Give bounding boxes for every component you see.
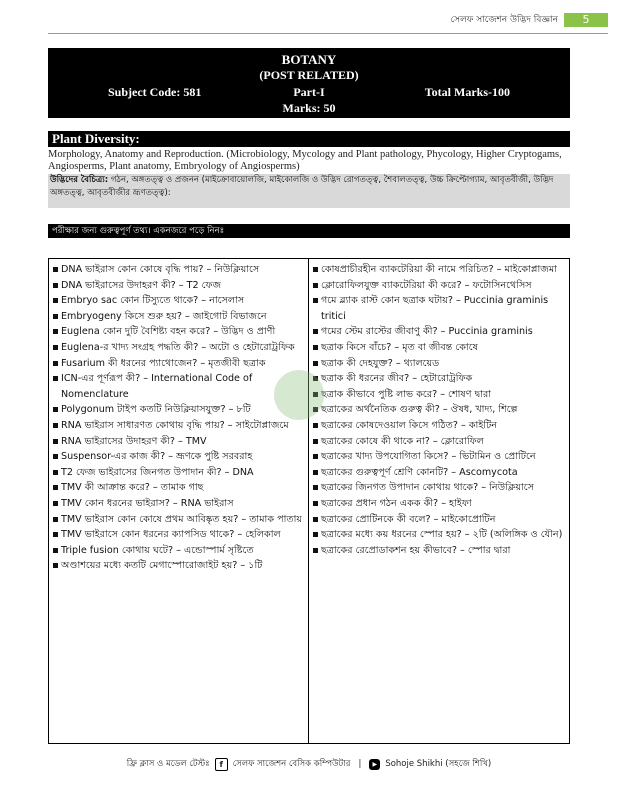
important-note: পরীক্ষার জন্য গুরুত্বপূর্ণ তথ্য। একনজরে পড়ে নিনঃ [48,224,570,238]
bangla-label: উদ্ভিদের বৈচিত্র্য: [50,175,109,185]
page-header [450,12,608,27]
qa-item: ছত্রাকের রেপ্রোডাকশন হয় কীভাবে? – স্পোর দ্বারা [313,543,565,559]
qa-table [48,258,570,744]
subject-title: BOTANY [281,52,337,67]
qa-item: ছত্রাকের অর্থনৈতিক গুরুত্ব কী? – ঔষধ, খাদ্য, শিল্পে [313,402,565,418]
header-divider [48,33,608,34]
subject-banner [48,48,570,118]
qa-item: T2 ফেজ ভাইরাসের জিনগত উপাদান কী? – DNA [53,465,304,481]
qa-item: ছত্রাক কী দেহযুক্ত? – থ্যালয়েড [313,356,565,372]
qa-item: Polygonum টাইপ কতটি নিউক্লিয়াসযুক্ত? – ৮টি [53,402,304,418]
qa-item: TMV ভাইরাসে কোন ধরনের ক্যাপসিড থাকে? – হেলিকাল [53,527,304,543]
right-column [309,259,569,743]
qa-item: ছত্রাকের কোষে কী থাকে না? – ক্লোরোফিল [313,434,565,450]
footer [0,757,618,771]
facebook-icon: f [215,758,228,771]
qa-item: ছত্রাকের জিনগত উপাদান কোথায় থাকে? – নিউক্লিয়াসে [313,480,565,496]
qa-item: ছত্রাক কিসে বাঁচে? – মৃত বা জীবন্ত কোষে [313,340,565,356]
qa-item: ছত্রাকের গুরুত্বপূর্ণ শ্রেণি কোনটি? – Ascomycota [313,465,565,481]
footer-label: ফ্রি ক্লাস ও মডেল টেস্টঃ [126,759,210,769]
header-title: সেলফ সাজেশন উদ্ভিদ বিজ্ঞান [450,15,558,25]
qa-item: ছত্রাকের মধ্যে কয় ধরনের স্পোর হয়? – ২টি (অলিঙ্গিক ও যৌন) [313,527,565,543]
qa-item: ICN-এর পূর্ণরূপ কী? – International Code of Nomenclature [53,371,304,402]
part-label: Part-I [293,85,325,99]
qa-item: Embryo sac কোন টিস্যুতে থাকে? – নাসেলাস [53,293,304,309]
bangla-description-block [48,174,570,208]
qa-item: ছত্রাকের প্রধান গঠন একক কী? – হাইফা [313,496,565,512]
qa-item: ছত্রাকের প্রোটিনকে কী বলে? – মাইকোপ্রোটিন [313,512,565,528]
total-marks: Total Marks-100 [424,85,510,99]
qa-item: অণ্ডাশয়ের মধ্যে কতটি মেগাস্পোরোজাইট হয়? – ১টি [53,558,304,574]
qa-item: DNA ভাইরাসের উদাহরণ কী? – T2 ফেজ [53,278,304,294]
qa-item: গমে ব্ল্যাক রাস্ট কোন ছত্রাক ঘটায়? – Puccinia graminis tritici [313,293,565,324]
qa-item: ছত্রাক কীভাবে পুষ্টি লাভ করে? – শোষণ দ্বারা [313,387,565,403]
bangla-description: গঠন, অঙ্গতত্ত্ব ও প্রজনন (মাইক্রোবায়োলজি, মাইকোলজি ও উদ্ভিদ রোগতত্ত্ব, শৈবালতত্ত্ব, উচ্চ ক্রিপ্টোগ্যাম, আবৃতবীজী, উদ্ভিদ অঙ্গতত্ত্ব, আবৃতবীজীর ভ্রূণতত্ত্ব): [50,175,554,198]
footer-separator: | [358,759,362,769]
qa-item: DNA ভাইরাস কোন কোষে বৃদ্ধি পায়? – নিউক্লিয়াসে [53,262,304,278]
qa-item: গমের স্টেম রাস্টের জীবাণু কী? – Puccinia graminis [313,324,565,340]
subject-subtitle: (POST RELATED) [259,68,359,82]
footer-youtube-text: Sohoje Shikhi (সহজে শিখি) [385,759,492,769]
section-title: Plant Diversity: [48,131,570,147]
youtube-icon: ▶ [369,759,380,770]
english-description: Morphology, Anatomy and Reproduction. (Microbiology, Mycology and Plant pathology, Phycology, Higher Cryptogams, Angiosperms, Plant anatomy, Embryology of Angiosperms) [48,149,562,172]
subject-code: Subject Code: 581 [108,85,202,99]
left-column [49,259,309,743]
qa-item: RNA ভাইরাস সাধারণত কোথায় বৃদ্ধি পায়? – সাইটোপ্লাজমে [53,418,304,434]
qa-item: Fusarium কী ধরনের প্যাথোজেন? – মৃতজীবী ছত্রাক [53,356,304,372]
qa-item: Euglena-র খাদ্য সংগ্রহ পদ্ধতি কী? – অটো ও হেটারোট্রফিক [53,340,304,356]
qa-item: ছত্রাকের কোষদেওয়াল কিসে গঠিত? – কাইটিন [313,418,565,434]
qa-item: ছত্রাকের খাদ্য উপযোগিতা কিসে? – ভিটামিন ও প্রোটিনে [313,449,565,465]
qa-item: TMV কোন ধরনের ভাইরাস? – RNA ভাইরাস [53,496,304,512]
qa-item: Embryogeny কিসে শুরু হয়? – জাইগোট বিভাজনে [53,309,304,325]
qa-item: ক্লোরোফিলযুক্ত ব্যাকটেরিয়া কী করে? – ফটোসিনথেসিস [313,278,565,294]
qa-item: TMV কী আক্রান্ত করে? – তামাক গাছ [53,480,304,496]
qa-item: Triple fusion কোথায় ঘটে? – এন্ডোস্পার্ম সৃষ্টিতে [53,543,304,559]
footer-facebook-text: সেলফ সাজেশন বেসিক কম্পিউটার [232,759,351,769]
page-number: 5 [564,13,608,27]
qa-item: Suspensor-এর কাজ কী? – ভ্রূণকে পুষ্টি সরবরাহ [53,449,304,465]
qa-item: ছত্রাক কী ধরনের জীব? – হেটারোট্রফিক [313,371,565,387]
watermark-logo [274,370,324,420]
qa-item: Euglena কোন দুটি বৈশিষ্ট্য বহন করে? – উদ্ভিদ ও প্রাণী [53,324,304,340]
qa-item: TMV ভাইরাস কোন কোষে প্রথম আবিষ্কৃত হয়? – তামাক পাতায় [53,512,304,528]
qa-item: RNA ভাইরাসের উদাহরণ কী? – TMV [53,434,304,450]
qa-item: কোষপ্রাচীরহীন ব্যাকটেরিয়া কী নামে পরিচিত? – মাইকোপ্লাজমা [313,262,565,278]
marks-label: Marks: 50 [282,101,336,115]
